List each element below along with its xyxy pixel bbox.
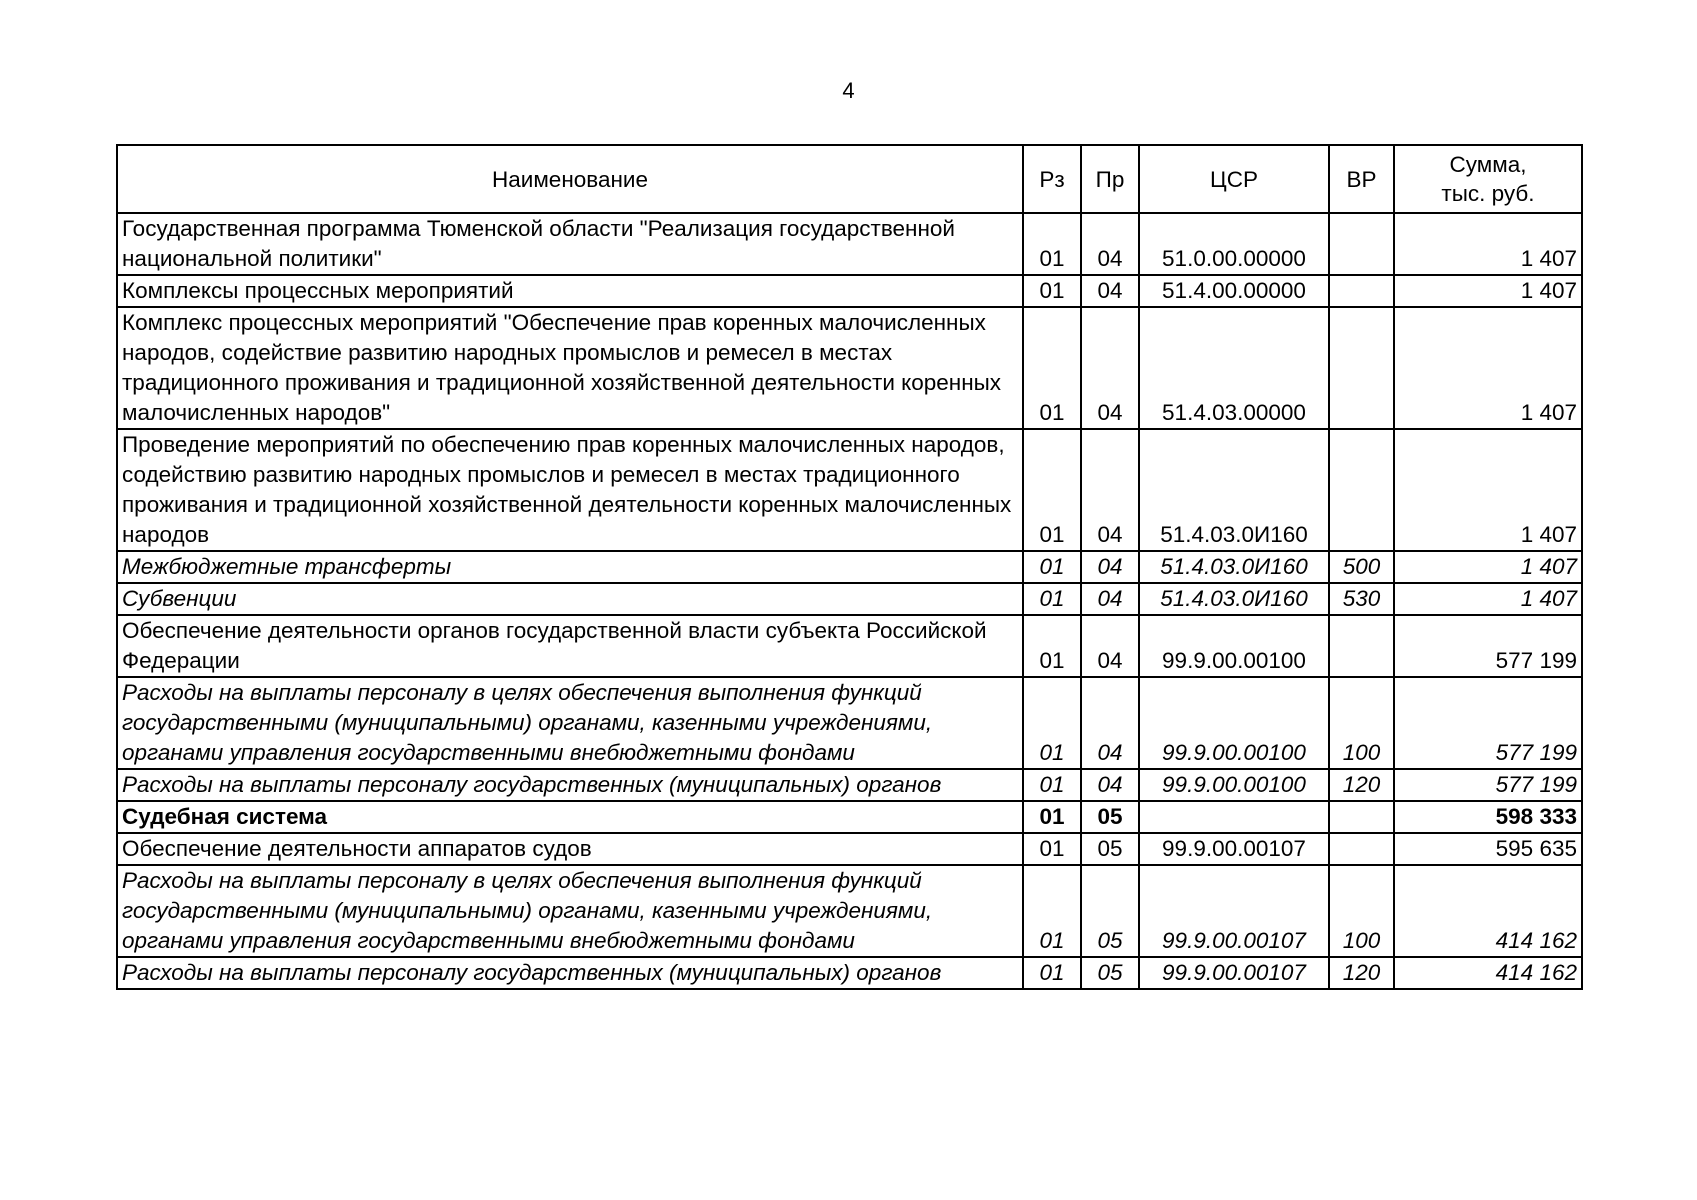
cell-csr: 51.4.03.0И160 xyxy=(1139,429,1329,551)
cell-csr: 51.4.03.0И160 xyxy=(1139,551,1329,583)
cell-sum: 1 407 xyxy=(1394,583,1582,615)
cell-vr xyxy=(1329,833,1394,865)
cell-vr xyxy=(1329,307,1394,429)
cell-pr: 05 xyxy=(1081,833,1139,865)
table-row xyxy=(117,865,1582,957)
page-number: 4 xyxy=(842,78,855,103)
cell-sum: 595 635 xyxy=(1394,833,1582,865)
cell-vr xyxy=(1329,429,1394,551)
cell-pr: 04 xyxy=(1081,307,1139,429)
cell-vr: 100 xyxy=(1329,865,1394,957)
table-row xyxy=(117,801,1582,833)
cell-rz: 01 xyxy=(1023,677,1081,769)
budget-table xyxy=(116,144,1583,990)
cell-name: Проведение мероприятий по обеспечению прав коренных малочисленных народов, содействию развитию народных промыслов и ремесел в местах традиционного проживания и традиционной хозяйственной деятельности коренных малочисленных народов xyxy=(117,429,1023,551)
cell-csr: 99.9.00.00100 xyxy=(1139,615,1329,677)
header-sum-line2: тыс. руб. xyxy=(1441,181,1535,206)
cell-vr: 120 xyxy=(1329,769,1394,801)
cell-rz: 01 xyxy=(1023,957,1081,989)
cell-rz: 01 xyxy=(1023,275,1081,307)
cell-sum: 577 199 xyxy=(1394,769,1582,801)
cell-name: Расходы на выплаты персоналу государственных (муниципальных) органов xyxy=(117,769,1023,801)
header-csr: ЦСР xyxy=(1139,145,1329,213)
cell-pr: 04 xyxy=(1081,213,1139,275)
cell-name: Расходы на выплаты персоналу государственных (муниципальных) органов xyxy=(117,957,1023,989)
cell-sum: 577 199 xyxy=(1394,677,1582,769)
header-rz: Рз xyxy=(1023,145,1081,213)
cell-vr xyxy=(1329,213,1394,275)
cell-rz: 01 xyxy=(1023,429,1081,551)
cell-pr: 05 xyxy=(1081,801,1139,833)
cell-name: Расходы на выплаты персоналу в целях обеспечения выполнения функций государственными (муниципальными) органами, казенными учреждениями, органами управления государственными внебюджетными фондами xyxy=(117,677,1023,769)
table-header-row xyxy=(117,145,1582,213)
cell-sum: 414 162 xyxy=(1394,957,1582,989)
cell-name: Межбюджетные трансферты xyxy=(117,551,1023,583)
cell-csr: 99.9.00.00107 xyxy=(1139,865,1329,957)
table-row xyxy=(117,429,1582,551)
cell-name: Обеспечение деятельности органов государственной власти субъекта Российской Федерации xyxy=(117,615,1023,677)
table-row xyxy=(117,275,1582,307)
cell-name: Субвенции xyxy=(117,583,1023,615)
cell-csr: 99.9.00.00107 xyxy=(1139,957,1329,989)
cell-sum: 598 333 xyxy=(1394,801,1582,833)
table-row xyxy=(117,957,1582,989)
table-row xyxy=(117,615,1582,677)
cell-rz: 01 xyxy=(1023,865,1081,957)
table-row xyxy=(117,551,1582,583)
cell-rz: 01 xyxy=(1023,769,1081,801)
cell-pr: 04 xyxy=(1081,615,1139,677)
cell-csr: 51.0.00.00000 xyxy=(1139,213,1329,275)
cell-sum: 1 407 xyxy=(1394,551,1582,583)
table-row xyxy=(117,307,1582,429)
cell-rz: 01 xyxy=(1023,833,1081,865)
cell-name: Комплекс процессных мероприятий "Обеспечение прав коренных малочисленных народов, содействие развитию народных промыслов и ремесел в местах традиционного проживания и традиционной хозяйственной деятельности коренных малочисленных народов" xyxy=(117,307,1023,429)
header-sum xyxy=(1394,145,1582,213)
table-row xyxy=(117,833,1582,865)
cell-vr: 530 xyxy=(1329,583,1394,615)
cell-pr: 04 xyxy=(1081,769,1139,801)
cell-csr xyxy=(1139,801,1329,833)
cell-pr: 04 xyxy=(1081,551,1139,583)
table-row xyxy=(117,769,1582,801)
cell-rz: 01 xyxy=(1023,615,1081,677)
cell-vr xyxy=(1329,615,1394,677)
table-row xyxy=(117,583,1582,615)
cell-vr: 120 xyxy=(1329,957,1394,989)
header-pr: Пр xyxy=(1081,145,1139,213)
cell-vr xyxy=(1329,275,1394,307)
cell-sum: 577 199 xyxy=(1394,615,1582,677)
cell-vr: 500 xyxy=(1329,551,1394,583)
cell-vr: 100 xyxy=(1329,677,1394,769)
cell-pr: 04 xyxy=(1081,429,1139,551)
header-name: Наименование xyxy=(117,145,1023,213)
cell-rz: 01 xyxy=(1023,551,1081,583)
header-vr: ВР xyxy=(1329,145,1394,213)
cell-csr: 99.9.00.00100 xyxy=(1139,769,1329,801)
cell-pr: 04 xyxy=(1081,275,1139,307)
cell-pr: 04 xyxy=(1081,583,1139,615)
table-row xyxy=(117,213,1582,275)
cell-name: Обеспечение деятельности аппаратов судов xyxy=(117,833,1023,865)
cell-csr: 51.4.00.00000 xyxy=(1139,275,1329,307)
cell-csr: 99.9.00.00100 xyxy=(1139,677,1329,769)
cell-sum: 414 162 xyxy=(1394,865,1582,957)
cell-sum: 1 407 xyxy=(1394,429,1582,551)
header-sum-line1: Сумма, xyxy=(1449,152,1527,177)
cell-rz: 01 xyxy=(1023,307,1081,429)
cell-rz: 01 xyxy=(1023,213,1081,275)
cell-csr: 99.9.00.00107 xyxy=(1139,833,1329,865)
cell-name: Комплексы процессных мероприятий xyxy=(117,275,1023,307)
cell-pr: 05 xyxy=(1081,957,1139,989)
table-body xyxy=(117,213,1582,989)
cell-name: Расходы на выплаты персоналу в целях обеспечения выполнения функций государственными (муниципальными) органами, казенными учреждениями, органами управления государственными внебюджетными фондами xyxy=(117,865,1023,957)
cell-rz: 01 xyxy=(1023,801,1081,833)
cell-csr: 51.4.03.0И160 xyxy=(1139,583,1329,615)
cell-name: Государственная программа Тюменской области "Реализация государственной национальной политики" xyxy=(117,213,1023,275)
table-row xyxy=(117,677,1582,769)
cell-name: Судебная система xyxy=(117,801,1023,833)
cell-vr xyxy=(1329,801,1394,833)
cell-rz: 01 xyxy=(1023,583,1081,615)
cell-csr: 51.4.03.00000 xyxy=(1139,307,1329,429)
cell-sum: 1 407 xyxy=(1394,213,1582,275)
cell-sum: 1 407 xyxy=(1394,275,1582,307)
cell-pr: 05 xyxy=(1081,865,1139,957)
cell-pr: 04 xyxy=(1081,677,1139,769)
cell-sum: 1 407 xyxy=(1394,307,1582,429)
